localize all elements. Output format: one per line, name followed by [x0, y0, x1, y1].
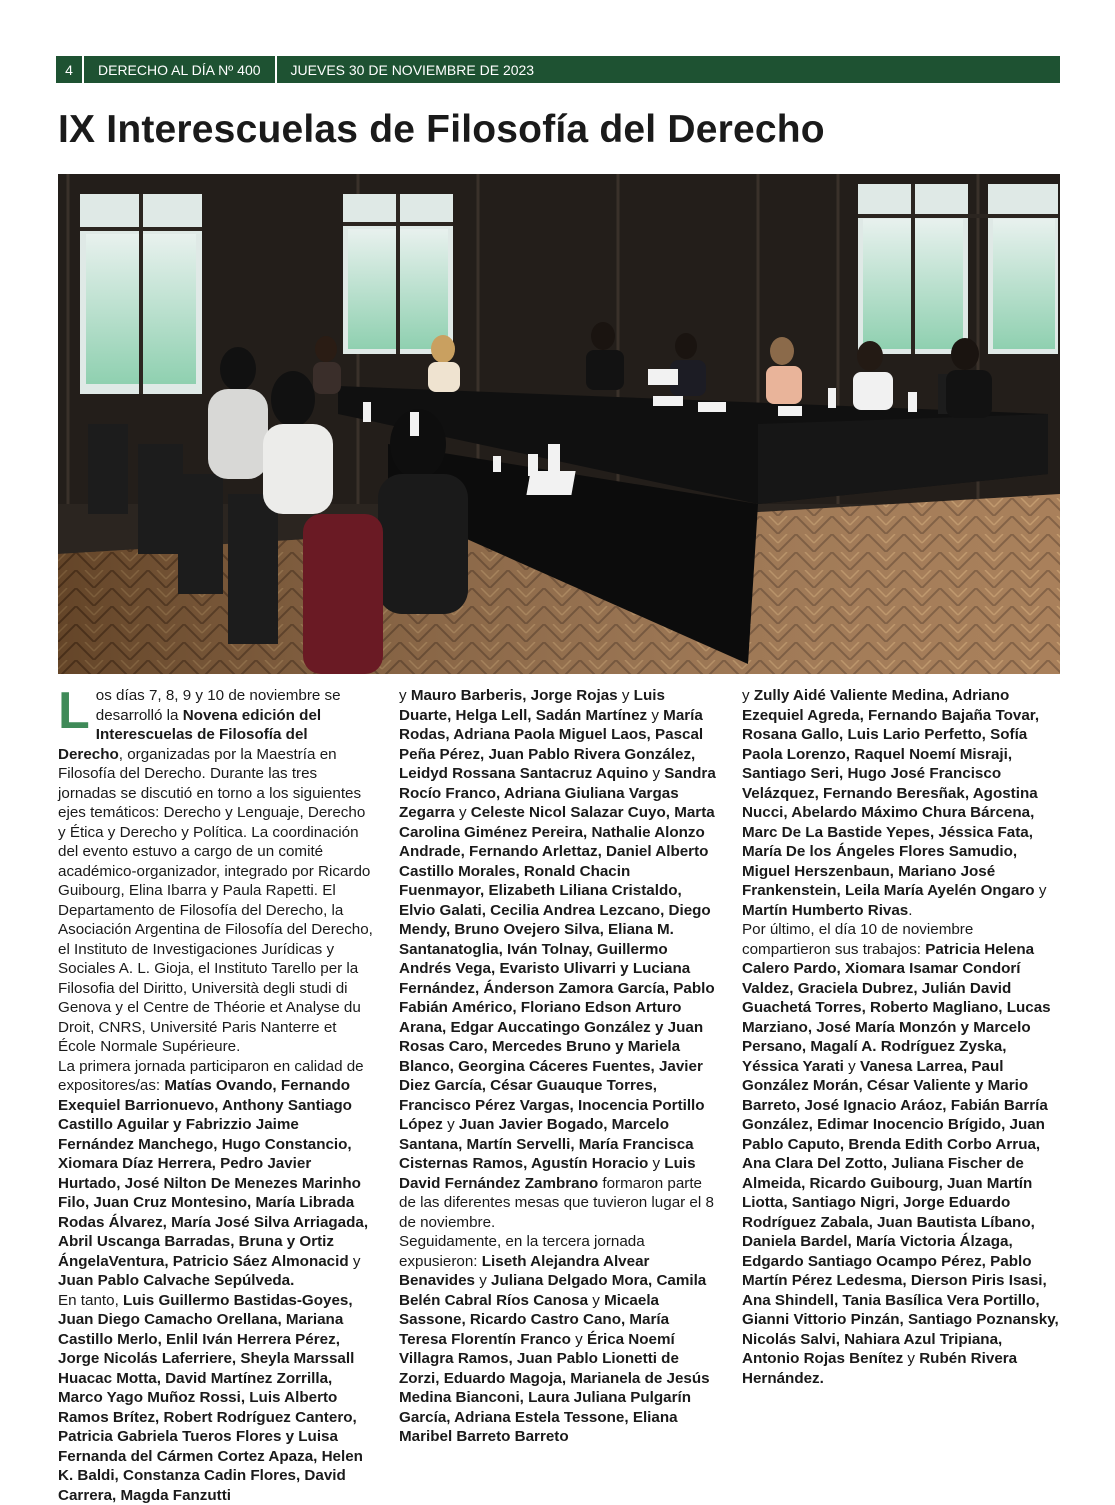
paragraph-day3: Seguidamente, en la tercera jornada expusieron: Liseth Alejandra Alvear Benavides y Juliana Delgado Mora, Camila Belén Cabral Ríos Canosa y Micaela Sassone, Ricardo Castro Cano, María Teresa Florentín Franco y Érica Noemí Villagra Ramos, Juan Pablo Lionetti de Zorzi, Eduardo Magoja, Marianela de Jesús Medina Bianconi, Laura Juliana Pulgarín García, Adriana Estela Tessone, Eliana Maribel Barreto Barreto — [399, 1233, 710, 1445]
drop-cap: L — [58, 682, 90, 740]
publication-name: DERECHO AL DÍA Nº 400 — [84, 56, 277, 83]
page-number: 4 — [56, 56, 84, 83]
paragraph-day1: La primera jornada participaron en calidad de expositores/as: Matías Ovando, Fernando Exequiel Barrionuevo, Anthony Santiago Castillo Aguilar y Fabrizzio Jaime Fernández Manchego, Hugo Constancio, Xiomara Díaz Herrera, Pedro Javier Hurtado, José Nilton De Menezes Marinho Filo, Juan Cruz Montesino, María Librada Rodas Álvarez, María José Silva Arriagada, Abril Uscanga Barradas, Bruna y Ortiz ÁngelaVentura, Patricio Sáez Almonacid y Juan Pablo Calvache Sepúlveda. — [58, 1057, 369, 1289]
column-1 — [58, 682, 376, 1505]
window-left-2 — [343, 194, 453, 354]
column-2 — [399, 686, 719, 1447]
names-day2-part1: Luis Guillermo Bastidas-Goyes, Juan Diego Camacho Orellana, Mariana Castillo Merlo, Enlil Iván Herrera Pérez, Jorge Nicolás Laferriere, Sheyla Marssall Huacac Motta, David Martínez Zorrilla, Marco Yago Muñoz Rossi, Luis Alberto Ramos Brítez, Robert Rodríguez Cantero, Patricia Gabriela Tueros Flores y Luisa Fernanda del Cármen Cortez Apaza, Helen K. Baldi, Constanza Cadin Flores, David Carrera, Magda Fanzutti — [58, 1291, 363, 1504]
window-right — [858, 184, 1058, 354]
page-header — [56, 56, 1060, 83]
paragraph-day3-cont: y Zully Aidé Valiente Medina, Adriano Ezequiel Agreda, Fernando Bajaña Tovar, Rosana Gallo, Luis Lario Perfetto, Sofía Paola Lorenzo, Raquel Noemí Misraji, Santiago Seri, Hugo José Francisco Velázquez, Fernando Beresñak, Agostina Nucci, Abelardo Máximo Chura Bárcena, Marc De La Bastide Yepes, Jéssica Fata, María De los Ángeles Flores Samudio, Miguel Herszenbaun, Mariano José Frankenstein, Leila María Ayelén Ongaro y Martín Humberto Rivas. — [742, 687, 1047, 919]
paragraph-day2-cont: y Mauro Barberis, Jorge Rojas y Luis Duarte, Helga Lell, Sadán Martínez y María Rodas, Adriana Paola Miguel Laos, Pascal Peña Pérez, Juan Pablo Rivera González, Leidyd Rossana Santacruz Aquino y Sandra Rocío Franco, Adriana Giuliana Vargas Zegarra y Celeste Nicol Salazar Cuyo, Marta Carolina Giménez Pereira, Nathalie Alonzo Andrade, Fernando Arlettaz, Daniel Alberto Castillo Morales, Ronald Chacin Fuenmayor, Elizabeth Liliana Cristaldo, Elvio Galati, Cecilia Andrea Lezcano, Diego Mendy, Bruno Ovejero Silva, Eliana M. Santanatoglia, Iván Tolnay, Guillermo Andrés Vega, Evaristo Ulivarri y Luciana Fernández, Ánderson Zamora García, Pablo Fabián Américo, Floriano Edson Arturo Arana, Edgar Auccatingo González y Juan Rosas Caro, Mercedes Bruno y Mariela Blanco, Georgina Cáceres Fuentes, Javier Diez García, César Guauque Torres, Francisco Pérez Vargas, Inocencia Portillo López y Juan Javier Bogado, Marcelo Santana, Martín Servelli, María Francisca Cisternas Ramos, Agustín Horacio y Luis David Fernández Zambrano formaron parte de las diferentes mesas que tuvieron lugar el 8 de noviembre. — [399, 687, 716, 1231]
issue-date: JUEVES 30 DE NOVIEMBRE DE 2023 — [290, 61, 535, 78]
paragraph-intro: Los días 7, 8, 9 y 10 de noviembre se desarrolló la Novena edición del Interescuelas de Filosofía del Derecho, organizadas por la Maestría en Filosofía del Derecho. Durante las tres jornadas se discutió en torno a los siguientes ejes temáticos: Derecho y Lenguaje, Derecho y Ética y Derecho y Política. La coordinación del evento estuvo a cargo de un comité académico-organizador, integrado por Ricardo Guibourg, Elina Ibarra y Paula Rapetti. El Departamento de Filosofía del Derecho, la Asociación Argentina de Filosofía del Derecho, el Instituto de Investigaciones Jurídicas y Sociales A. L. Gioja, el Instituto Tarello per la Filosofia del Diritto, Università degli studi di Genova y el Centre de Théorie et Analyse du Droit, CNRS, Université Paris Nanterre et École Normale Supérieure. — [58, 682, 373, 1055]
column-3 — [742, 686, 1062, 1388]
article-title: IX Interescuelas de Filosofía del Derecho — [58, 108, 825, 151]
event-photo — [58, 174, 1060, 674]
window-left — [80, 194, 202, 394]
paragraph-day4: Por último, el día 10 de noviembre compartieron sus trabajos: Patricia Helena Calero Pardo, Xiomara Isamar Condorí Valdez, Graciela Dubrez, Julián David Guachetá Torres, Roberto Magliano, Lucas Marziano, José María Monzón y Marcelo Persano, Magalí A. Rodríguez Zyska, Yéssica Yarati y Vanesa Larrea, Paul González Morán, César Valiente y Mario Barreto, José Ignacio Aráoz, Fabián Barría González, Edimar Inocencio Brígido, Juan Pablo Caputo, Brenda Edith Corbo Arrua, Ana Clara Del Zotto, Juliana Fischer de Almeida, Ricardo Guibourg, Juan Martín Liotta, Santiago Nigri, Jorge Eduardo Rodríguez Zabala, Juan Bautista Líbano, Daniela Bardel, María Victoria Álzaga, Edgardo Santiago Ocampo Pérez, Pablo Martín Pérez Ledesma, Dierson Piris Isasi, Ana Shindell, Tania Basílica Vera Portillo, Gianni Vittorio Pinzán, Santiago Poznansky, Nicolás Salvi, Nahiara Azul Tripiana, Antonio Rojas Benítez y Rubén Rivera Hernández. — [742, 921, 1059, 1387]
paragraph-day2: En tanto, Luis Guillermo Bastidas-Goyes, Juan Diego Camacho Orellana, Mariana Castillo Merlo, Enlil Iván Herrera Pérez, Jorge Nicolás Laferriere, Sheyla Marssall Huacac Motta, David Martínez Zorrilla, Marco Yago Muñoz Rossi, Luis Alberto Ramos Brítez, Robert Rodríguez Cantero, Patricia Gabriela Tueros Flores y Luisa Fernanda del Cármen Cortez Apaza, Helen K. Baldi, Constanza Cadin Flores, David Carrera, Magda Fanzutti — [58, 1291, 363, 1504]
